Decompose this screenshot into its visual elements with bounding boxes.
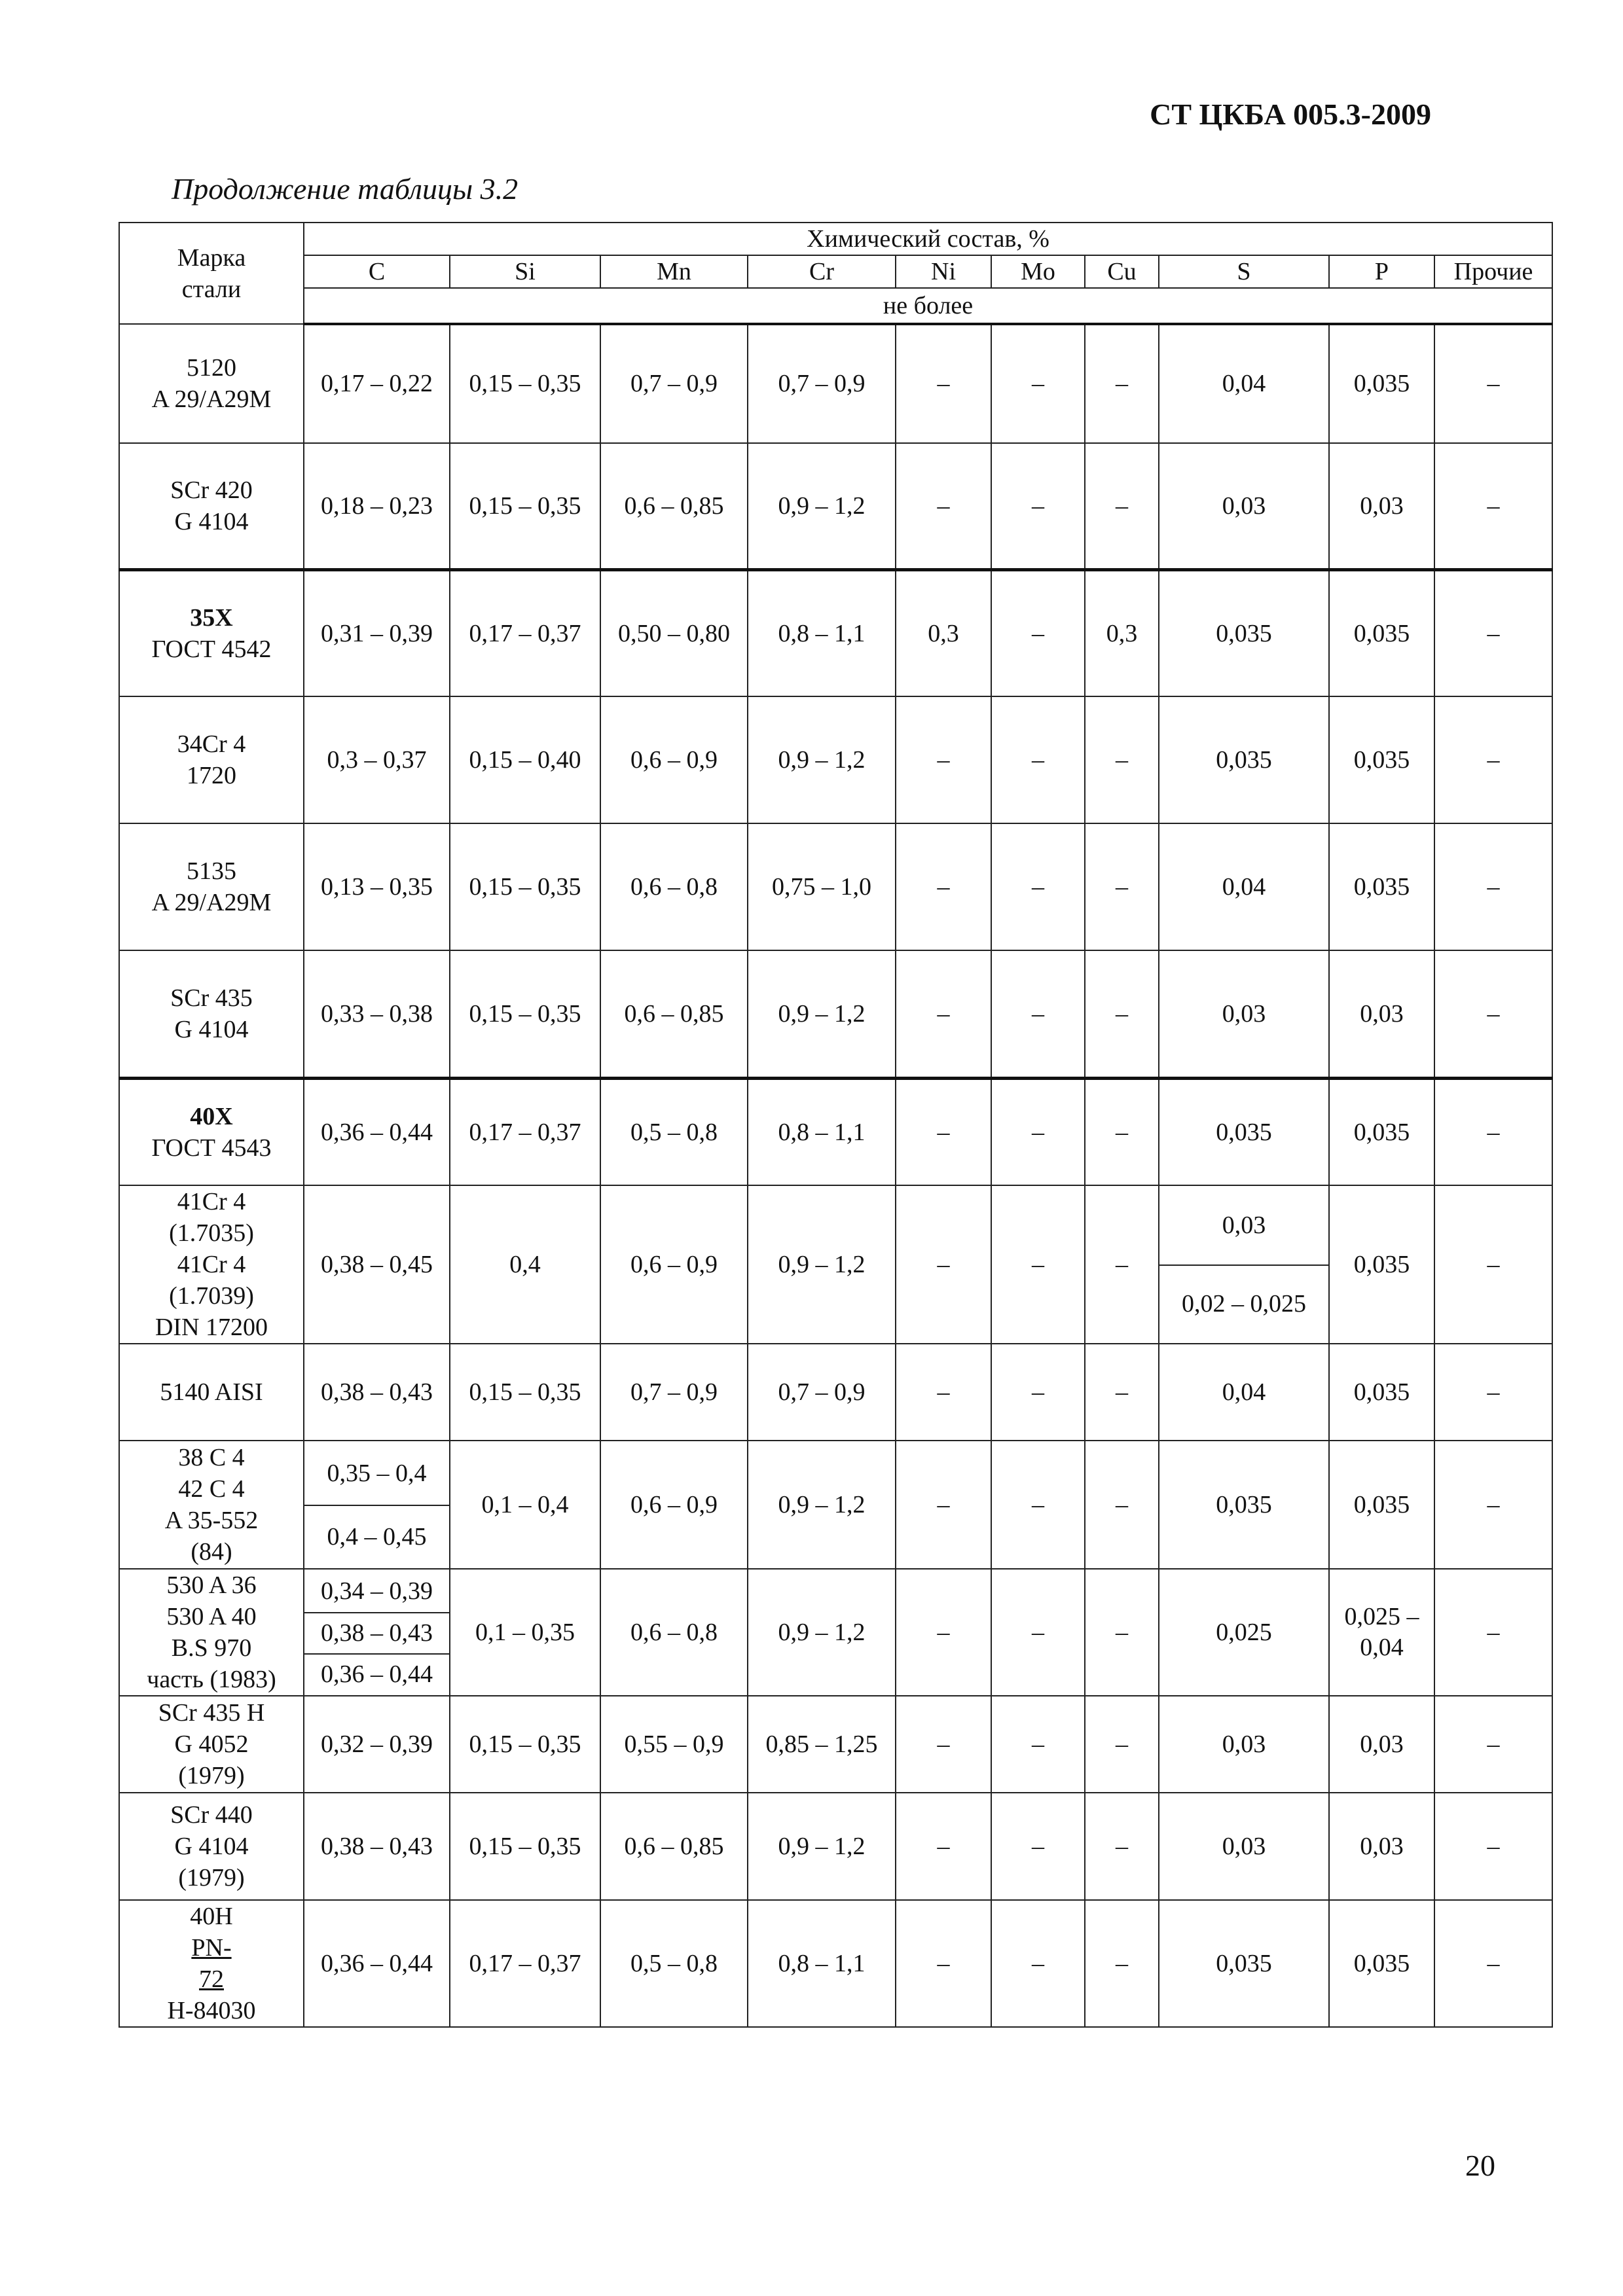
cell-si: 0,15 – 0,35 <box>450 950 600 1079</box>
cell-other: – <box>1434 1185 1552 1344</box>
cell-cr: 0,9 – 1,2 <box>748 443 896 570</box>
cell-cr: 0,7 – 0,9 <box>748 324 896 443</box>
cell-cu: – <box>1085 1793 1159 1900</box>
cell-other: – <box>1434 1793 1552 1900</box>
cell-cr: 0,7 – 0,9 <box>748 1344 896 1441</box>
cell-mn: 0,6 – 0,8 <box>600 823 748 950</box>
cell-si: 0,1 – 0,35 <box>450 1569 600 1696</box>
steel-grade-line: (1.7035) <box>169 1219 254 1247</box>
cell-steel-grade <box>119 1079 304 1186</box>
header-chemical-composition: Химический состав, % <box>304 223 1552 255</box>
steel-grade-line: H-84030 <box>167 1997 256 2024</box>
steel-grade-line: ГОСТ 4543 <box>151 1134 272 1162</box>
cell-c <box>304 1569 450 1696</box>
steel-grade-line: 41Cr 4 <box>177 1251 246 1278</box>
cell-other: – <box>1434 570 1552 697</box>
steel-grade-line: 5120 <box>187 354 236 382</box>
cell-ni: – <box>896 696 991 823</box>
cell-cu: – <box>1085 1900 1159 2027</box>
cell-p: 0,035 <box>1329 1079 1434 1186</box>
cell-ni: – <box>896 823 991 950</box>
cell-mo: – <box>991 950 1085 1079</box>
cell-s: 0,035 <box>1159 570 1329 697</box>
cell-p: 0,035 <box>1329 570 1434 697</box>
cell-ni: 0,3 <box>896 570 991 697</box>
steel-grade-line: 34Cr 4 <box>177 730 246 758</box>
cell-steel-grade <box>119 324 304 443</box>
steel-grade-line: SCr 440 <box>170 1801 253 1829</box>
steel-grade-line: (1.7039) <box>169 1282 254 1310</box>
cell-cr: 0,75 – 1,0 <box>748 823 896 950</box>
cell-line: 0,025 – <box>1344 1603 1419 1630</box>
steel-grade-line: 5140 AISI <box>160 1378 263 1406</box>
steel-grade-line: B.S 970 <box>171 1634 252 1662</box>
cell-s: 0,04 <box>1159 1344 1329 1441</box>
cell-ni: – <box>896 324 991 443</box>
steel-grade-line: 1720 <box>187 762 236 789</box>
cell-ni: – <box>896 1079 991 1186</box>
cell-c: 0,18 – 0,23 <box>304 443 450 570</box>
steel-grade-line: SCr 420 <box>170 476 253 504</box>
cell-s: 0,04 <box>1159 324 1329 443</box>
steel-grade-line: PN- <box>191 1934 232 1962</box>
column-header-ni: Ni <box>896 255 991 288</box>
steel-grade-line: 41Cr 4 <box>177 1188 246 1215</box>
header-brand <box>119 223 304 324</box>
steel-grade-line: G 4104 <box>174 1016 249 1043</box>
cell-mn: 0,6 – 0,9 <box>600 1441 748 1569</box>
cell-mn: 0,6 – 0,9 <box>600 1185 748 1344</box>
cell-si: 0,15 – 0,35 <box>450 324 600 443</box>
cell-ni: – <box>896 1569 991 1696</box>
column-header-other: Прочие <box>1434 255 1552 288</box>
cell-c: 0,38 – 0,45 <box>304 1185 450 1344</box>
table-row <box>119 570 1552 697</box>
cell-s: 0,03 <box>1159 1793 1329 1900</box>
cell-cu: 0,3 <box>1085 570 1159 697</box>
cell-cu: – <box>1085 696 1159 823</box>
cell-cr: 0,9 – 1,2 <box>748 1441 896 1569</box>
cell-s <box>1159 1185 1329 1344</box>
cell-ni: – <box>896 1696 991 1793</box>
cell-cr: 0,9 – 1,2 <box>748 1185 896 1344</box>
header-row-group <box>119 223 1552 255</box>
cell-s: 0,025 <box>1159 1569 1329 1696</box>
page-number: 20 <box>1465 2149 1495 2182</box>
cell-p: 0,03 <box>1329 1696 1434 1793</box>
steel-grade-line: A 29/A29M <box>151 889 272 916</box>
column-header-cr: Cr <box>748 255 896 288</box>
cell-mn: 0,55 – 0,9 <box>600 1696 748 1793</box>
steel-grade-line: 40H <box>190 1903 233 1930</box>
cell-mn: 0,7 – 0,9 <box>600 324 748 443</box>
cell-ni: – <box>896 1441 991 1569</box>
cell-si: 0,15 – 0,35 <box>450 1793 600 1900</box>
cell-mo: – <box>991 1569 1085 1696</box>
cell-cu: – <box>1085 950 1159 1079</box>
table-row <box>119 1696 1552 1793</box>
cell-p: 0,035 <box>1329 324 1434 443</box>
cell-ni: – <box>896 1185 991 1344</box>
cell-ni: – <box>896 1900 991 2027</box>
cell-c: 0,3 – 0,37 <box>304 696 450 823</box>
cell-steel-grade <box>119 823 304 950</box>
cell-mn: 0,6 – 0,9 <box>600 696 748 823</box>
cell-mn: 0,6 – 0,85 <box>600 443 748 570</box>
cell-c: 0,17 – 0,22 <box>304 324 450 443</box>
cell-mn: 0,6 – 0,8 <box>600 1569 748 1696</box>
cell-ni: – <box>896 950 991 1079</box>
table-row <box>119 1569 1552 1696</box>
steel-grade-line: 5135 <box>187 857 236 885</box>
sub-cell-c: 0,34 – 0,39 <box>321 1577 433 1605</box>
cell-steel-grade <box>119 1569 304 1696</box>
cell-cr: 0,85 – 1,25 <box>748 1696 896 1793</box>
column-header-p: P <box>1329 255 1434 288</box>
cell-si: 0,4 <box>450 1185 600 1344</box>
cell-mn: 0,7 – 0,9 <box>600 1344 748 1441</box>
cell-mo: – <box>991 570 1085 697</box>
cell-other: – <box>1434 696 1552 823</box>
cell-si: 0,15 – 0,35 <box>450 823 600 950</box>
cell-cr: 0,8 – 1,1 <box>748 1079 896 1186</box>
cell-p: 0,03 <box>1329 1793 1434 1900</box>
steel-grade-line: (1979) <box>178 1864 245 1892</box>
sub-cell-c: 0,4 – 0,45 <box>304 1505 449 1568</box>
cell-other: – <box>1434 1696 1552 1793</box>
table-row <box>119 1079 1552 1186</box>
table-row <box>119 696 1552 823</box>
column-header-mn: Mn <box>600 255 748 288</box>
steel-grade-line: G 4104 <box>174 508 249 535</box>
cell-p: 0,035 <box>1329 696 1434 823</box>
cell-mo: – <box>991 1793 1085 1900</box>
column-header-cu: Cu <box>1085 255 1159 288</box>
cell-mn: 0,5 – 0,8 <box>600 1900 748 2027</box>
column-header-mo: Mo <box>991 255 1085 288</box>
cell-mo: – <box>991 443 1085 570</box>
cell-steel-grade <box>119 950 304 1079</box>
steel-grade-line: часть (1983) <box>147 1666 276 1693</box>
cell-other: – <box>1434 1569 1552 1696</box>
cell-si: 0,15 – 0,40 <box>450 696 600 823</box>
steel-grade-line: DIN 17200 <box>155 1314 268 1341</box>
cell-steel-grade <box>119 1441 304 1569</box>
cell-s: 0,03 <box>1159 443 1329 570</box>
cell-cr: 0,8 – 1,1 <box>748 1900 896 2027</box>
table-row <box>119 950 1552 1079</box>
cell-ni: – <box>896 443 991 570</box>
steel-grade-line: G 4052 <box>174 1731 249 1758</box>
cell-steel-grade <box>119 1696 304 1793</box>
cell-ni: – <box>896 1793 991 1900</box>
cell-steel-grade <box>119 1793 304 1900</box>
table-caption: Продолжение таблицы 3.2 <box>172 172 519 206</box>
steel-grade-line: G 4104 <box>174 1833 249 1860</box>
cell-mo: – <box>991 1696 1085 1793</box>
header-brand-line: стали <box>181 275 242 303</box>
cell-c: 0,32 – 0,39 <box>304 1696 450 1793</box>
cell-mo: – <box>991 1441 1085 1569</box>
cell-si: 0,17 – 0,37 <box>450 1079 600 1186</box>
cell-mo: – <box>991 1344 1085 1441</box>
steel-grade-line: 35Х <box>190 604 233 632</box>
header-row-subheader <box>119 288 1552 324</box>
cell-steel-grade <box>119 1344 304 1441</box>
cell-p: 0,03 <box>1329 950 1434 1079</box>
table-body <box>119 324 1552 2027</box>
cell-s: 0,04 <box>1159 823 1329 950</box>
cell-other: – <box>1434 1344 1552 1441</box>
cell-si: 0,17 – 0,37 <box>450 570 600 697</box>
cell-cu: – <box>1085 324 1159 443</box>
cell-p: 0,03 <box>1329 443 1434 570</box>
steel-grade-line: SCr 435 <box>170 984 253 1012</box>
cell-cu: – <box>1085 443 1159 570</box>
cell-mn: 0,6 – 0,85 <box>600 950 748 1079</box>
steel-grade-line: A 29/A29M <box>151 386 272 413</box>
cell-cu: – <box>1085 1569 1159 1696</box>
cell-mo: – <box>991 823 1085 950</box>
cell-si: 0,15 – 0,35 <box>450 1344 600 1441</box>
table-row <box>119 823 1552 950</box>
sub-cell-s: 0,02 – 0,025 <box>1159 1265 1328 1342</box>
sub-cell-c: 0,35 – 0,4 <box>327 1459 427 1487</box>
cell-s: 0,035 <box>1159 1079 1329 1186</box>
table-row <box>119 324 1552 443</box>
steel-grade-line: 42 C 4 <box>178 1475 245 1503</box>
steel-grade-line: 38 C 4 <box>178 1444 245 1471</box>
cell-cr: 0,9 – 1,2 <box>748 1569 896 1696</box>
table-row <box>119 1441 1552 1569</box>
cell-c <box>304 1441 450 1569</box>
cell-s: 0,035 <box>1159 1900 1329 2027</box>
cell-ni: – <box>896 1344 991 1441</box>
cell-p: 0,035 <box>1329 1900 1434 2027</box>
steel-grade-line: ГОСТ 4542 <box>151 636 272 663</box>
cell-c: 0,31 – 0,39 <box>304 570 450 697</box>
steel-grade-line: 530 A 36 <box>166 1571 257 1599</box>
cell-cu: – <box>1085 1079 1159 1186</box>
cell-s: 0,035 <box>1159 696 1329 823</box>
cell-p: 0,035 <box>1329 1344 1434 1441</box>
cell-steel-grade <box>119 443 304 570</box>
column-header-c: C <box>304 255 450 288</box>
cell-si: 0,17 – 0,37 <box>450 1900 600 2027</box>
cell-cr: 0,8 – 1,1 <box>748 570 896 697</box>
cell-other: – <box>1434 443 1552 570</box>
cell-other: – <box>1434 1900 1552 2027</box>
cell-mo: – <box>991 1185 1085 1344</box>
steel-grade-line: (1979) <box>178 1762 245 1789</box>
cell-s: 0,035 <box>1159 1441 1329 1569</box>
cell-c: 0,13 – 0,35 <box>304 823 450 950</box>
cell-s: 0,03 <box>1159 950 1329 1079</box>
cell-cu: – <box>1085 1441 1159 1569</box>
cell-mo: – <box>991 1079 1085 1186</box>
steel-grade-line: 72 <box>199 1965 224 1993</box>
cell-other: – <box>1434 823 1552 950</box>
cell-mo: – <box>991 1900 1085 2027</box>
table-row <box>119 1344 1552 1441</box>
cell-cu: – <box>1085 1344 1159 1441</box>
cell-other: – <box>1434 1079 1552 1186</box>
cell-p: 0,035 <box>1329 1441 1434 1569</box>
cell-cr: 0,9 – 1,2 <box>748 1793 896 1900</box>
cell-mn: 0,5 – 0,8 <box>600 1079 748 1186</box>
cell-steel-grade <box>119 1900 304 2027</box>
table-row <box>119 1185 1552 1344</box>
cell-c: 0,36 – 0,44 <box>304 1900 450 2027</box>
sub-cell-c: 0,36 – 0,44 <box>304 1653 449 1695</box>
cell-c: 0,33 – 0,38 <box>304 950 450 1079</box>
column-header-s: S <box>1159 255 1329 288</box>
cell-mn: 0,6 – 0,85 <box>600 1793 748 1900</box>
cell-mn: 0,50 – 0,80 <box>600 570 748 697</box>
cell-cr: 0,9 – 1,2 <box>748 696 896 823</box>
cell-c: 0,38 – 0,43 <box>304 1344 450 1441</box>
cell-line: 0,04 <box>1360 1634 1404 1661</box>
table-row <box>119 1793 1552 1900</box>
header-brand-line: Марка <box>177 243 246 272</box>
cell-p: 0,035 <box>1329 1185 1434 1344</box>
document-code: СТ ЦКБА 005.3-2009 <box>1150 98 1431 131</box>
cell-c: 0,36 – 0,44 <box>304 1079 450 1186</box>
cell-cu: – <box>1085 823 1159 950</box>
steel-grade-line: 530 A 40 <box>166 1603 257 1630</box>
table-row <box>119 443 1552 570</box>
header-row-columns <box>119 255 1552 288</box>
cell-other: – <box>1434 1441 1552 1569</box>
cell-cu: – <box>1085 1696 1159 1793</box>
cell-si: 0,15 – 0,35 <box>450 443 600 570</box>
cell-other: – <box>1434 324 1552 443</box>
cell-s: 0,03 <box>1159 1696 1329 1793</box>
cell-cr: 0,9 – 1,2 <box>748 950 896 1079</box>
cell-steel-grade <box>119 570 304 697</box>
cell-si: 0,15 – 0,35 <box>450 1696 600 1793</box>
table-row <box>119 1900 1552 2027</box>
steel-grade-line: SCr 435 H <box>158 1699 265 1727</box>
cell-p <box>1329 1569 1434 1696</box>
column-header-si: Si <box>450 255 600 288</box>
header-not-more-than: не более <box>304 288 1552 324</box>
sub-cell-c: 0,38 – 0,43 <box>304 1612 449 1653</box>
cell-mo: – <box>991 696 1085 823</box>
cell-cu: – <box>1085 1185 1159 1344</box>
cell-other: – <box>1434 950 1552 1079</box>
sub-cell-s: 0,03 <box>1222 1211 1266 1239</box>
cell-p: 0,035 <box>1329 823 1434 950</box>
steel-grade-line: (84) <box>191 1538 232 1566</box>
cell-steel-grade <box>119 696 304 823</box>
cell-mo: – <box>991 324 1085 443</box>
steel-grade-line: A 35-552 <box>164 1507 259 1534</box>
steel-grade-line: 40Х <box>190 1103 233 1130</box>
cell-steel-grade <box>119 1185 304 1344</box>
cell-si: 0,1 – 0,4 <box>450 1441 600 1569</box>
chemical-composition-table <box>119 222 1553 2028</box>
cell-c: 0,38 – 0,43 <box>304 1793 450 1900</box>
